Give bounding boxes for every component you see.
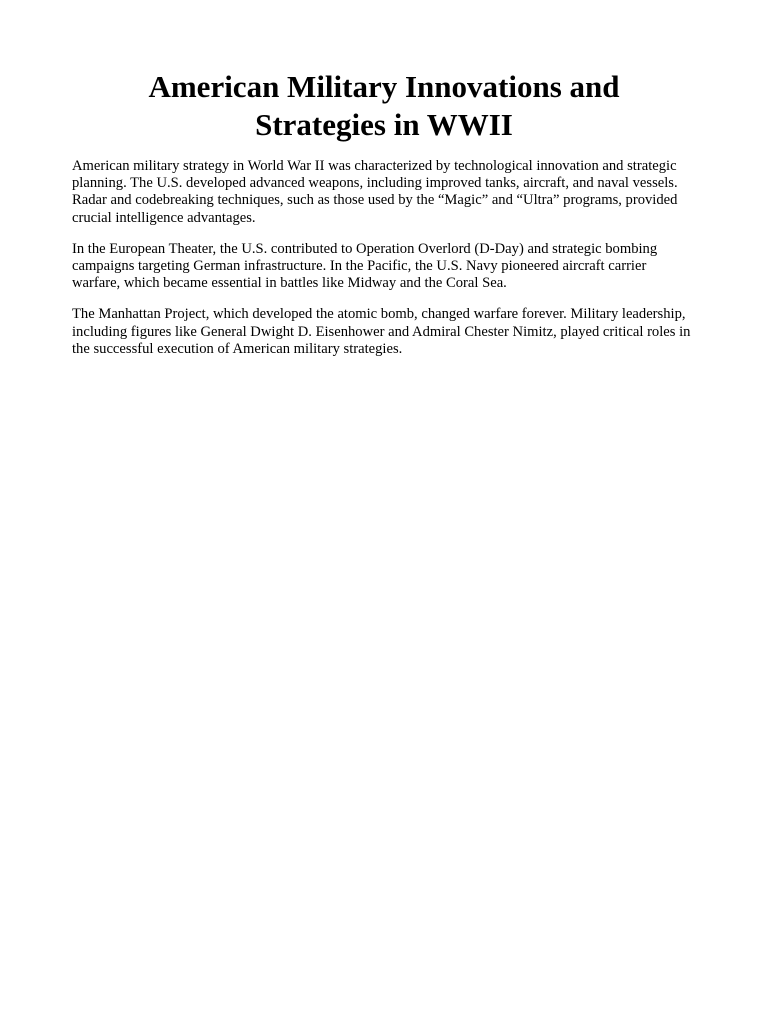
document-title: American Military Innovations and Strategies in WWII [148, 69, 620, 142]
paragraph-3: The Manhattan Project, which developed the atomic bomb, changed warfare forever. Military leadership, including figures like General Dwight D. Eisenhower and Admiral Chester Nimitz, played critical roles in the successful execution of American military strategies. [72, 306, 691, 357]
paragraph-1: American military strategy in World War II was characterized by technological innovation and strategic planning. The U.S. developed advanced weapons, including improved tanks, aircraft, and naval vessels. Radar and codebreaking techniques, such as those used by the “Magic” and “Ultra” programs, provided crucial intelligence advantages. [72, 158, 678, 226]
paragraph-2: In the European Theater, the U.S. contributed to Operation Overlord (D-Day) and strategic bombing campaigns targeting German infrastructure. In the Pacific, the U.S. Navy pioneered aircraft carrier warfare, which became essential in battles like Midway and the Coral Sea. [72, 240, 658, 292]
